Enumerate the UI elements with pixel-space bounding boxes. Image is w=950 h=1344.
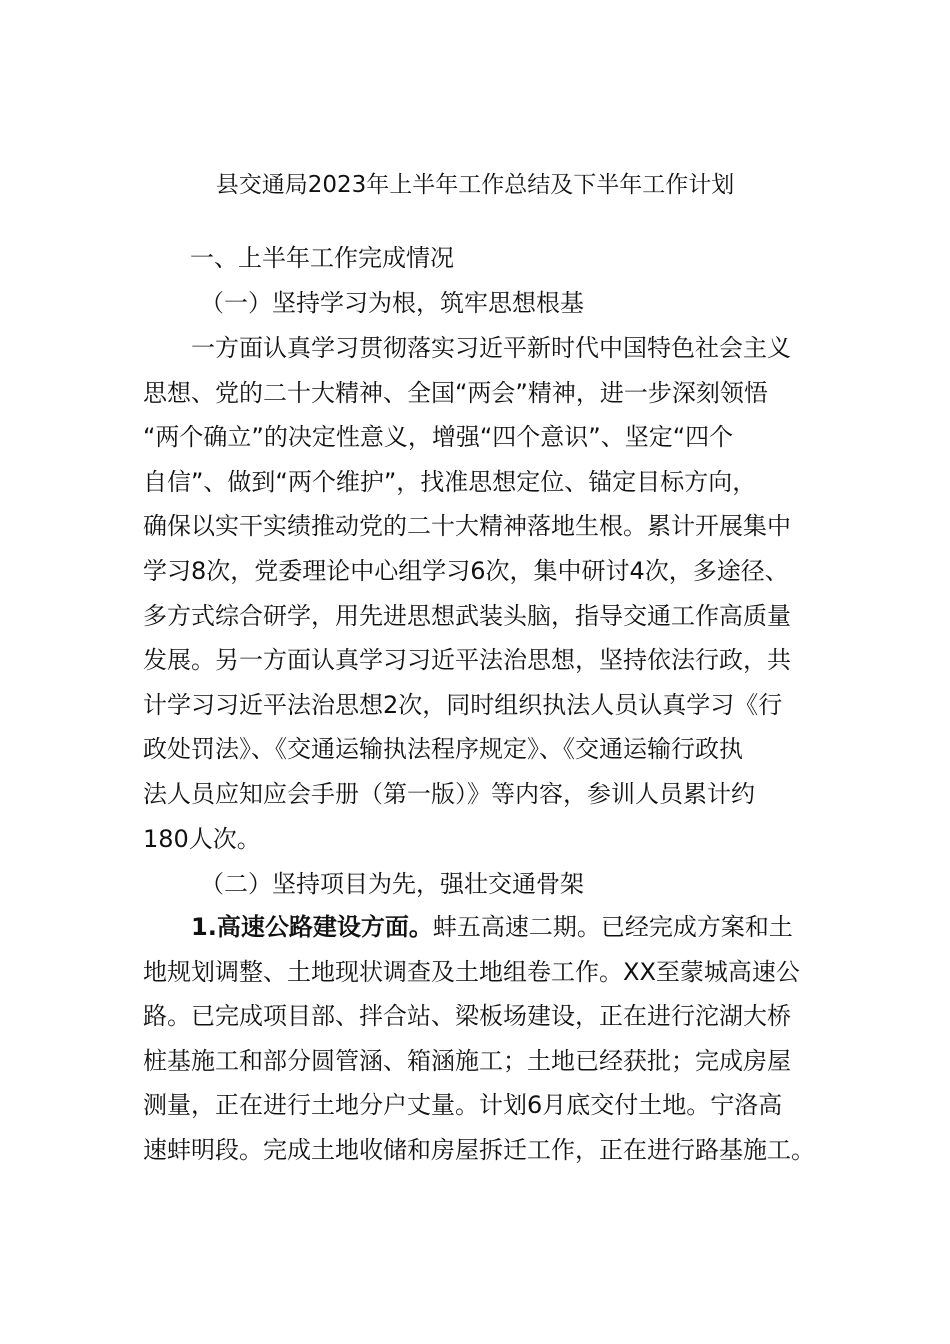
paragraph-line: 学习8次，党委理论中心组学习6次，集中研讨4次，多途径、 [143,556,789,585]
paragraph-line: “两个确立”的决定性意义，增强“四个意识”、坚定“四个 [143,423,734,452]
document-title: 县交通局2023年上半年工作总结及下半年工作计划 [215,172,735,198]
paragraph-first-line [143,905,811,950]
paragraph-line: 多方式综合研学，用先进思想武装头脑，指导交通工作高质量 [143,601,791,630]
subsection-heading-2: （二）坚持项目为先，强壮交通骨架 [200,870,584,898]
paragraph-line-rest: 蚌五高速二期。已经完成方案和土 [432,913,793,941]
paragraph-projects [143,905,815,1173]
paragraph-line: 测量，正在进行土地分户丈量。计划6月底交付土地。宁洛高 [143,1091,783,1120]
paragraph-study [143,326,811,861]
paragraph-line: 计学习习近平法治思想2次，同时组织执法人员认真学习《行 [143,690,783,719]
bold-lead-text: 1.高速公路建设方面。 [191,913,433,941]
paragraph-line: 路。已完成项目部、拌合站、梁板场建设，正在进行沱湖大桥 [143,1002,791,1031]
section-heading-1: 一、上半年工作完成情况 [190,244,454,272]
paragraph-line: 一方面认真学习贯彻落实习近平新时代中国特色社会主义 [191,334,791,362]
subsection-heading-1: （一）坚持学习为根，筑牢思想根基 [200,289,584,317]
paragraph-line: 速蚌明段。完成土地收储和房屋拆迁工作，正在进行路基施工。 [143,1135,815,1164]
paragraph-line: 180人次。 [143,824,261,853]
paragraph-line: 发展。另一方面认真学习习近平法治思想，坚持依法行政，共 [143,646,791,675]
paragraph-line: 政处罚法》、《交通运输执法程序规定》、《交通运输行政执 [143,735,743,764]
paragraph-line: 桩基施工和部分圆管涵、箱涵施工；土地已经获批；完成房屋 [143,1046,791,1075]
paragraph-line: 自信”、做到“两个维护”，找准思想定位、锚定目标方向， [143,467,757,496]
paragraph-line: 地规划调整、土地现状调查及土地组卷工作。XX至蒙城高速公 [143,957,800,986]
paragraph-line: 法人员应知应会手册（第一版）》等内容，参训人员累计约 [143,779,755,808]
paragraph-line: 确保以实干实绩推动党的二十大精神落地生根。累计开展集中 [143,512,791,541]
paragraph-line: 思想、党的二十大精神、全国“两会”精神，进一步深刻领悟 [143,378,768,407]
